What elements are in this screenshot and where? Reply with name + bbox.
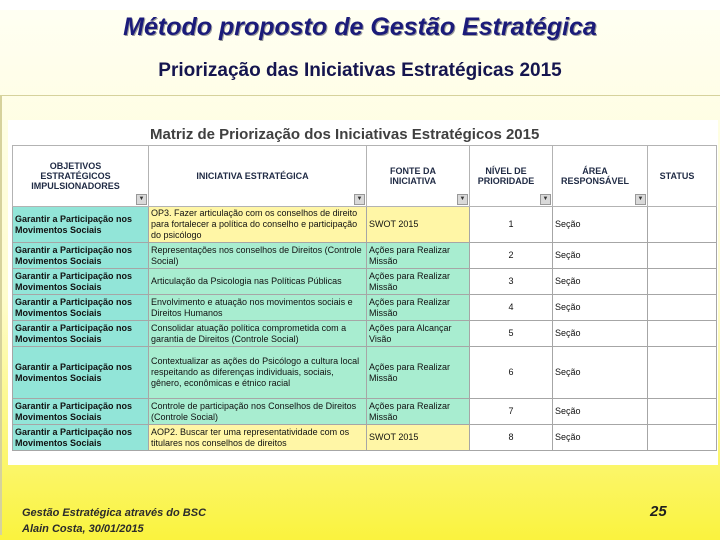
table-row [13,269,717,295]
column-header-area [553,146,648,207]
table-row [13,399,717,425]
objetivo-cell[interactable]: Garantir a Participação nos Movimentos Sociais [13,425,149,451]
matrix-title: Matriz de Priorização dos Iniciativas Estratégicos 2015 [150,126,540,143]
fonte-cell[interactable]: Ações para Realizar Missão [367,269,470,295]
footer-line-1: Gestão Estratégica através do BSC [22,507,207,519]
iniciativa-cell[interactable]: OP3. Fazer articulação com os conselhos de direito para fortalecer a política do conselho e participação do psicólogo [149,207,367,243]
area-cell[interactable]: Seção [553,295,648,321]
matrix-panel [8,120,718,465]
fonte-cell[interactable]: Ações para Alcançar Visão [367,321,470,347]
column-header-label: INICIATIVA ESTRATÉGICA [196,171,309,181]
nivel-cell[interactable]: 8 [470,425,553,451]
fonte-cell[interactable]: SWOT 2015 [367,207,470,243]
fonte-cell[interactable]: Ações para Realizar Missão [367,399,470,425]
area-cell[interactable]: Seção [553,399,648,425]
table-row [13,207,717,243]
area-cell[interactable]: Seção [553,243,648,269]
iniciativa-cell[interactable]: Consolidar atuação política comprometida com a garantia de Direitos (Controle Social) [149,321,367,347]
status-cell[interactable] [648,269,717,295]
column-header-nivel [470,146,553,207]
table-header-row [13,146,717,207]
filter-dropdown-icon[interactable]: ▼ [354,194,365,205]
fonte-cell[interactable]: Ações para Realizar Missão [367,243,470,269]
filter-dropdown-icon[interactable]: ▼ [136,194,147,205]
objetivo-cell[interactable]: Garantir a Participação nos Movimentos Sociais [13,243,149,269]
area-cell[interactable]: Seção [553,321,648,347]
status-cell[interactable] [648,425,717,451]
status-cell[interactable] [648,207,717,243]
status-cell[interactable] [648,347,717,399]
nivel-cell[interactable]: 6 [470,347,553,399]
nivel-cell[interactable]: 3 [470,269,553,295]
table-row [13,425,717,451]
nivel-cell[interactable]: 7 [470,399,553,425]
slide-subtitle: Priorização das Iniciativas Estratégicas 2015 [158,60,562,81]
objetivo-cell[interactable]: Garantir a Participação nos Movimentos Sociais [13,347,149,399]
page-number: 25 [650,503,667,520]
table-row [13,347,717,399]
nivel-cell[interactable]: 5 [470,321,553,347]
column-header-objetivos [13,146,149,207]
status-cell[interactable] [648,399,717,425]
objetivo-cell[interactable]: Garantir a Participação nos Movimentos Sociais [13,269,149,295]
column-header-label: FONTE DA INICIATIVA [389,166,437,186]
iniciativa-cell[interactable]: Envolvimento e atuação nos movimentos sociais e Direitos Humanos [149,295,367,321]
iniciativa-cell[interactable]: Articulação da Psicologia nas Políticas Públicas [149,269,367,295]
status-cell[interactable] [648,295,717,321]
footer-line-2: Alain Costa, 30/01/2015 [22,523,144,535]
status-cell[interactable] [648,321,717,347]
fonte-cell[interactable]: Ações para Realizar Missão [367,295,470,321]
area-cell[interactable]: Seção [553,347,648,399]
filter-dropdown-icon[interactable]: ▼ [540,194,551,205]
column-header-fonte [367,146,470,207]
column-header-label: OBJETIVOS ESTRATÉGICOS IMPULSIONADORES [31,161,120,191]
nivel-cell[interactable]: 2 [470,243,553,269]
slide-top-bar [0,0,720,10]
area-cell[interactable]: Seção [553,269,648,295]
objetivo-cell[interactable]: Garantir a Participação nos Movimentos Sociais [13,321,149,347]
title-divider [0,95,720,96]
objetivo-cell[interactable]: Garantir a Participação nos Movimentos Sociais [13,295,149,321]
table-row [13,243,717,269]
left-divider [0,95,2,535]
iniciativa-cell[interactable]: Representações nos conselhos de Direitos (Controle Social) [149,243,367,269]
area-cell[interactable]: Seção [553,425,648,451]
footer [22,505,206,537]
filter-dropdown-icon[interactable]: ▼ [635,194,646,205]
column-header-label: NÍVEL DE PRIORIDADE [477,166,535,186]
fonte-cell[interactable]: Ações para Realizar Missão [367,347,470,399]
priority-matrix-table [12,145,717,451]
nivel-cell[interactable]: 4 [470,295,553,321]
column-header-status [648,146,717,207]
iniciativa-cell[interactable]: AOP2. Buscar ter uma representatividade com os titulares nos conselhos de direitos [149,425,367,451]
objetivo-cell[interactable]: Garantir a Participação nos Movimentos Sociais [13,207,149,243]
status-cell[interactable] [648,243,717,269]
column-header-label: STATUS [659,171,695,181]
slide-title: Método proposto de Gestão Estratégica [123,13,597,41]
iniciativa-cell[interactable]: Controle de participação nos Conselhos de Direitos (Controle Social) [149,399,367,425]
column-header-iniciativa [149,146,367,207]
column-header-label: ÁREA RESPONSÁVEL [560,166,629,186]
nivel-cell[interactable]: 1 [470,207,553,243]
table-row [13,321,717,347]
objetivo-cell[interactable]: Garantir a Participação nos Movimentos Sociais [13,399,149,425]
iniciativa-cell[interactable]: Contextualizar as ações do Psicólogo a cultura local respeitando as diferenças individuais, sociais, gênero, econômicas e étnico racial [149,347,367,399]
area-cell[interactable]: Seção [553,207,648,243]
table-row [13,295,717,321]
fonte-cell[interactable]: SWOT 2015 [367,425,470,451]
filter-dropdown-icon[interactable]: ▼ [457,194,468,205]
